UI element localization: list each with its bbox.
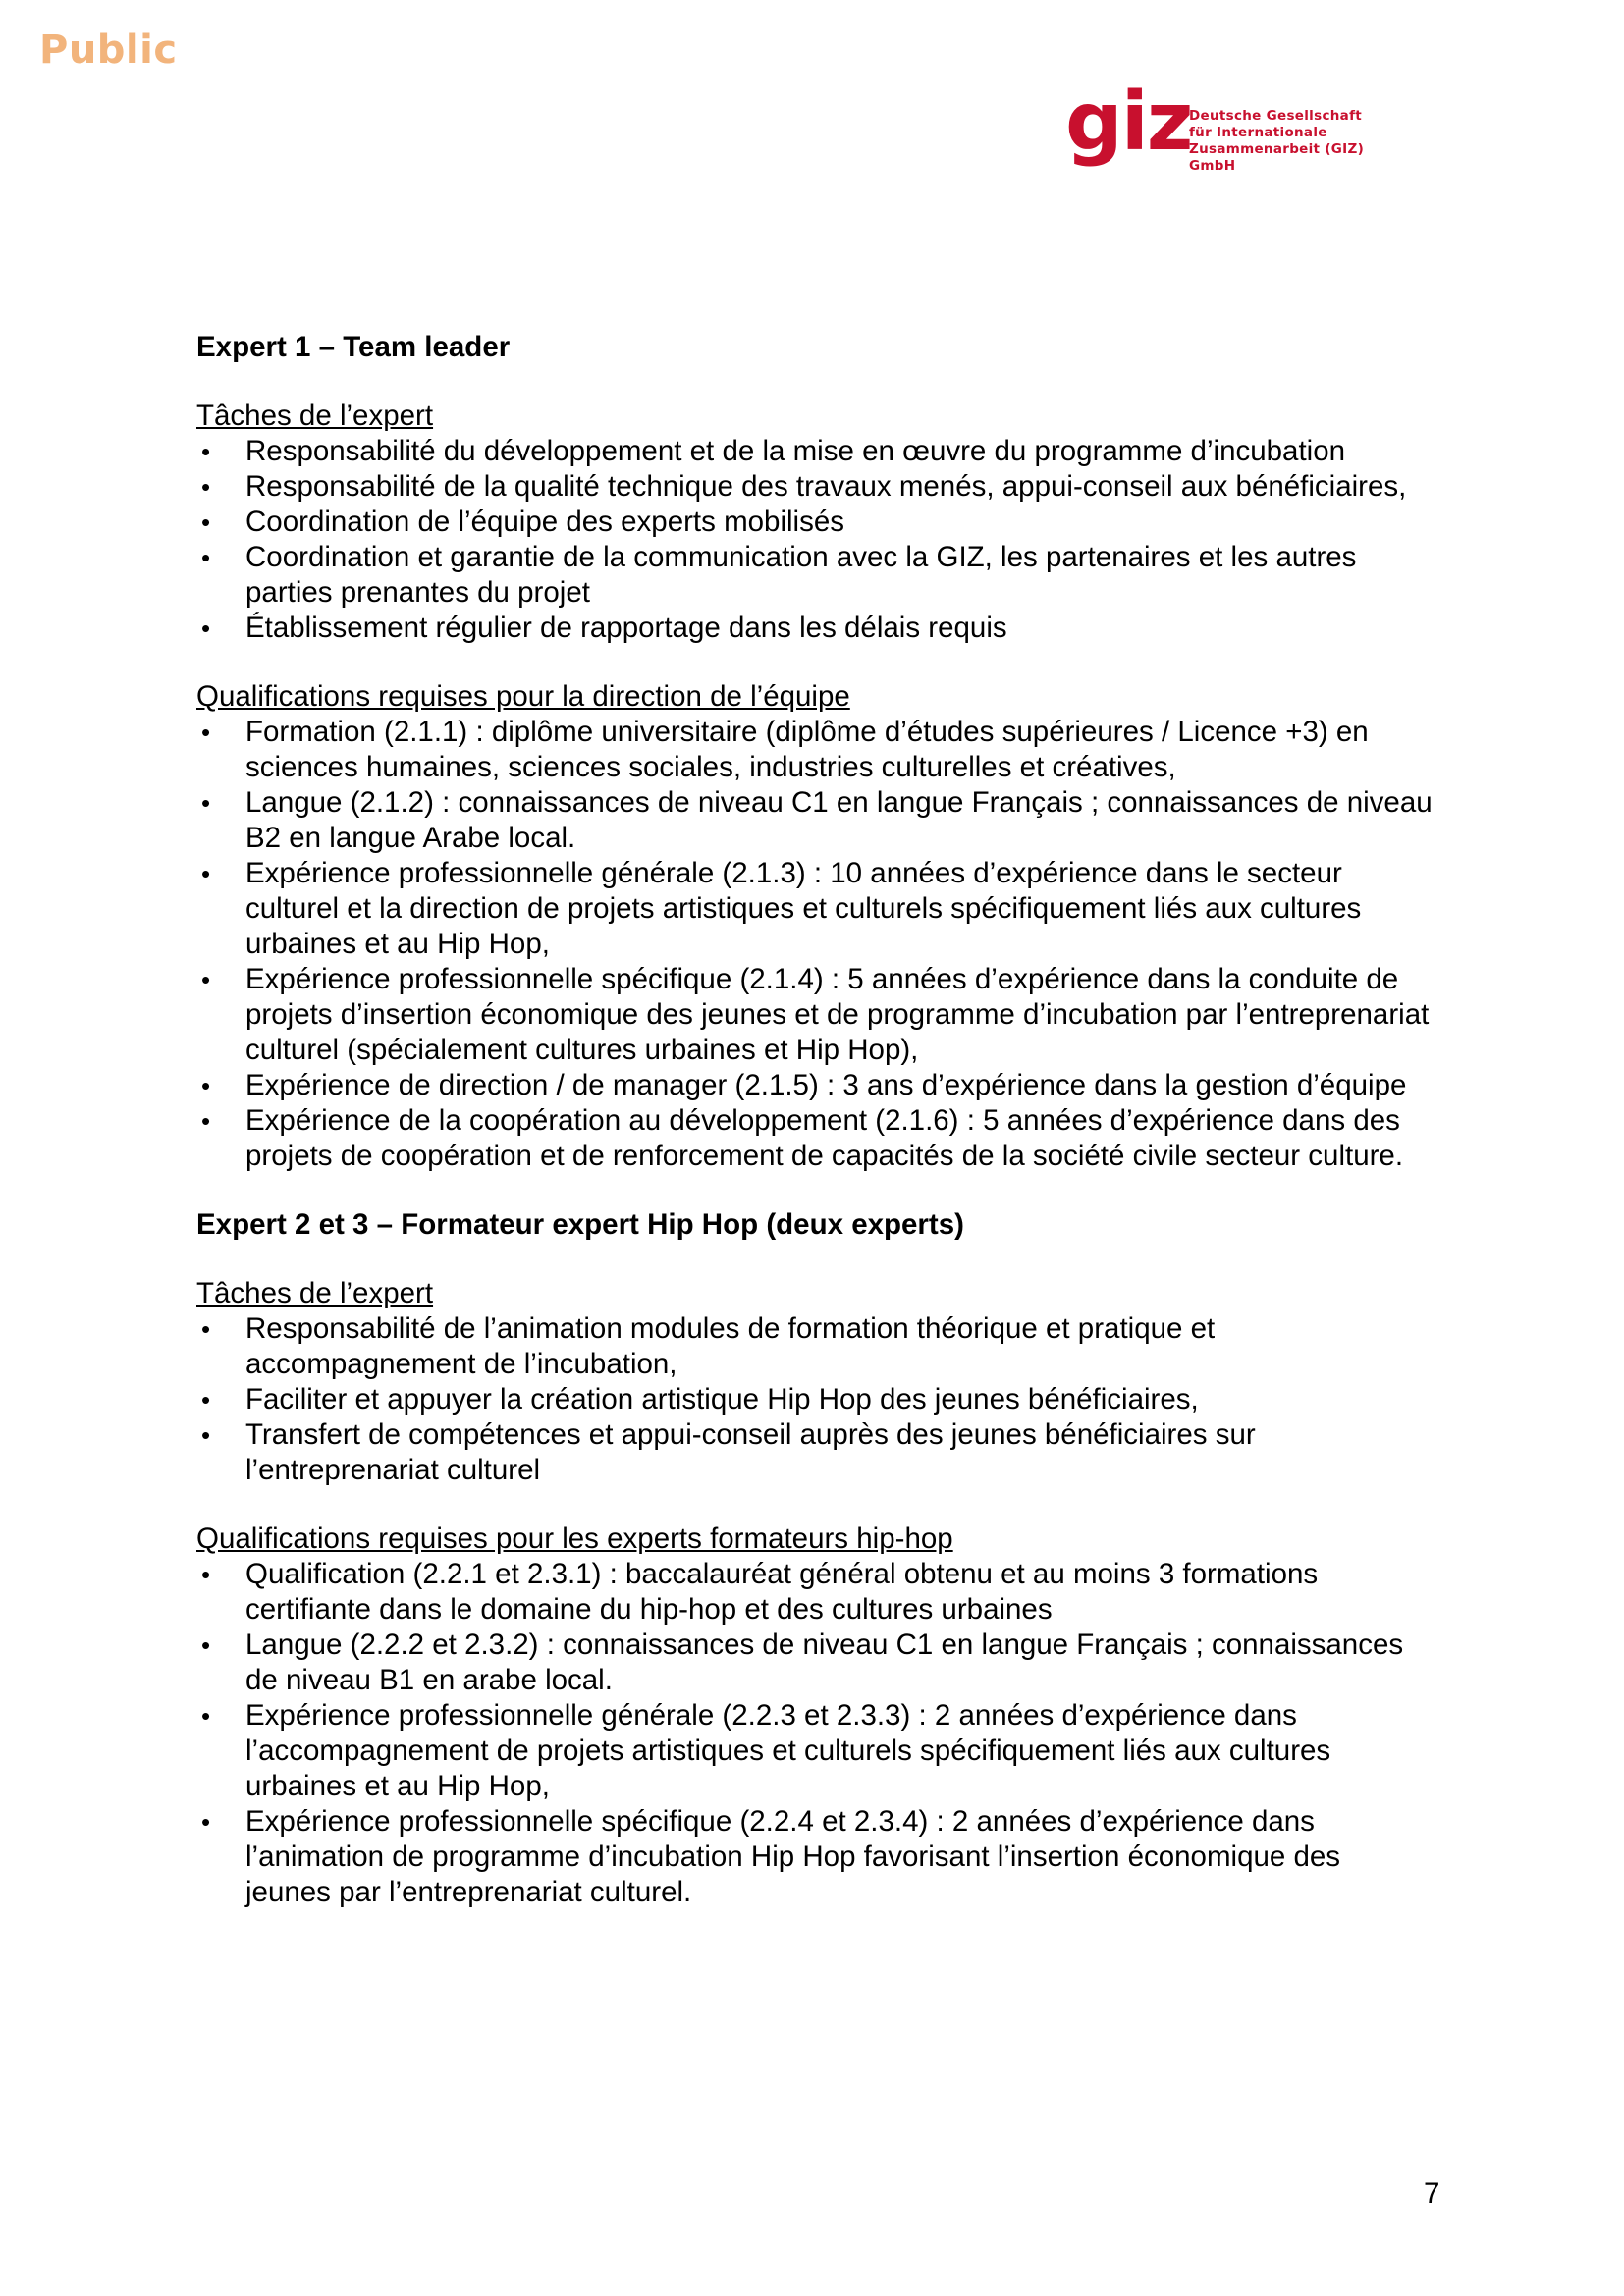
list-item: • Langue (2.2.2 et 2.3.2) : connaissances de niveau C1 en langue Français ; connaissances de niveau B1 en arabe local. xyxy=(201,1629,1404,1696)
section1-tasks-heading: Tâches de l’expert xyxy=(196,400,434,432)
list-item: • Expérience professionnelle générale (2.2.3 et 2.3.3) : 2 années d’expérience dans l’accompagnement de projets artistiques et culturels spécifiquement liés aux cultures urbaines et au Hip Hop, xyxy=(201,1699,1331,1802)
bullet-icon: • xyxy=(201,614,211,643)
bullet-icon: • xyxy=(201,1071,211,1100)
classification-label: Public xyxy=(39,27,178,73)
section2-qual-list xyxy=(196,1557,1434,1910)
bullet-icon: • xyxy=(201,1420,211,1450)
bullet-icon: • xyxy=(201,859,211,888)
bullet-icon: • xyxy=(201,965,211,994)
bullet-icon: • xyxy=(201,1701,211,1731)
list-item: • Formation (2.1.1) : diplôme universitaire (diplôme d’études supérieures / Licence +3) en sciences humaines, sciences sociales, industries culturelles et créatives, xyxy=(201,716,1369,783)
list-item: • Coordination de l’équipe des experts mobilisés xyxy=(201,506,845,538)
list-item: • Coordination et garantie de la communication avec la GIZ, les partenaires et les autres parties prenantes du projet xyxy=(201,541,1357,609)
document-body xyxy=(196,330,1434,1910)
list-item: • Langue (2.1.2) : connaissances de niveau C1 en langue Français ; connaissances de niveau B2 en langue Arabe local. xyxy=(201,786,1433,854)
list-item: • Expérience professionnelle générale (2.1.3) : 10 années d’expérience dans le secteur culturel et la direction de projets artistiques et culturels spécifiquement liés aux cultures urbaines et au Hip Hop, xyxy=(201,857,1362,960)
section2-tasks-list xyxy=(196,1311,1434,1488)
bullet-icon: • xyxy=(201,1314,211,1344)
page-number: 7 xyxy=(1424,2177,1440,2210)
bullet-icon: • xyxy=(201,788,211,818)
bullet-icon: • xyxy=(201,1106,211,1136)
list-item: • Expérience professionnelle spécifique (2.2.4 et 2.3.4) : 2 années d’expérience dans l’animation de programme d’incubation Hip Hop favorisant l’insertion économique des jeunes par l’entreprenariat culturel. xyxy=(201,1805,1341,1908)
list-item: • Transfert de compétences et appui-conseil auprès des jeunes bénéficiaires sur l’entreprenariat culturel xyxy=(201,1418,1256,1486)
list-item: • Responsabilité de la qualité technique des travaux menés, appui-conseil aux bénéficiaires, xyxy=(201,470,1407,503)
section1-qual-list xyxy=(196,715,1434,1174)
section2-heading: Expert 2 et 3 – Formateur expert Hip Hop (deux experts) xyxy=(196,1208,964,1241)
logo-line: für Internationale xyxy=(1189,125,1327,140)
list-item: • Expérience de direction / de manager (2.1.5) : 3 ans d’expérience dans la gestion d’équipe xyxy=(201,1069,1407,1101)
list-item: • Responsabilité du développement et de la mise en œuvre du programme d’incubation xyxy=(201,435,1346,467)
bullet-icon: • xyxy=(201,1385,211,1415)
bullet-icon: • xyxy=(201,472,211,502)
list-item: • Faciliter et appuyer la création artistique Hip Hop des jeunes bénéficiaires, xyxy=(201,1383,1199,1415)
section1-heading: Expert 1 – Team leader xyxy=(196,331,511,363)
giz-logo xyxy=(1065,76,1399,188)
bullet-icon: • xyxy=(201,718,211,747)
section1-qual-heading: Qualifications requises pour la direction de l’équipe xyxy=(196,680,850,713)
list-item: • Qualification (2.2.1 et 2.3.1) : baccalauréat général obtenu et au moins 3 formations certifiante dans le domaine du hip-hop et des cultures urbaines xyxy=(201,1558,1319,1626)
logo-line: Deutsche Gesellschaft xyxy=(1189,108,1362,124)
logo-wordmark: giz xyxy=(1065,76,1192,169)
section2-tasks-heading: Tâches de l’expert xyxy=(196,1277,434,1309)
bullet-icon: • xyxy=(201,543,211,572)
bullet-icon: • xyxy=(201,1807,211,1837)
bullet-icon: • xyxy=(201,1630,211,1660)
section1-tasks-list xyxy=(196,434,1434,646)
section2-qual-heading: Qualifications requises pour les experts formateurs hip-hop xyxy=(196,1522,953,1555)
list-item: • Expérience de la coopération au développement (2.1.6) : 5 années d’expérience dans des projets de coopération et de renforcement de capacités de la société civile secteur culture. xyxy=(201,1104,1404,1172)
list-item: • Responsabilité de l’animation modules de formation théorique et pratique et accompagnement de l’incubation, xyxy=(201,1312,1216,1380)
list-item: • Établissement régulier de rapportage dans les délais requis xyxy=(201,612,1007,644)
logo-text xyxy=(1189,108,1399,175)
bullet-icon: • xyxy=(201,507,211,537)
bullet-icon: • xyxy=(201,1560,211,1589)
bullet-icon: • xyxy=(201,437,211,466)
logo-line: Zusammenarbeit (GIZ) GmbH xyxy=(1189,141,1365,174)
list-item: • Expérience professionnelle spécifique (2.1.4) : 5 années d’expérience dans la conduite de projets d’insertion économique des jeunes et de programme d’incubation par l’entreprenariat culturel (spécialement cultures urbaines et Hip Hop), xyxy=(201,963,1430,1066)
